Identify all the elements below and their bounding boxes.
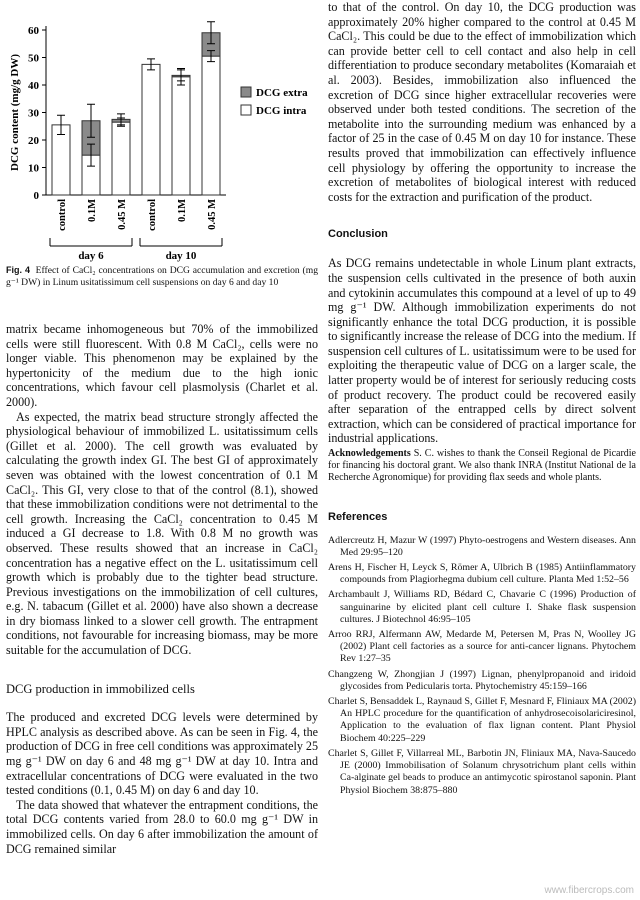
figure-caption-text: Effect of CaCl₂ concentrations on DCG accumulation and excretion (mg g⁻¹ DW) in Linum usitatissimum cell suspensions on day 6 and day 10 — [6, 265, 318, 288]
y-tick-label: 60 — [28, 25, 39, 37]
references-heading: References — [328, 510, 388, 523]
acknowledgements — [328, 448, 636, 485]
legend-label: DCG intra — [256, 105, 307, 117]
left-column — [6, 322, 318, 856]
y-tick-label: 0 — [33, 190, 39, 202]
left-paragraph-4: The data showed that whatever the entrapment conditions, the total DCG contents varied from 28.0 to 60.0 mg g⁻¹ DW in immobilized cells. On day 6 after immobilization the amount of DCG remained similar — [6, 797, 318, 856]
bar-dcg-intra — [202, 56, 220, 195]
acknowledgements-label: Acknowledgements — [328, 448, 411, 460]
reference-item: Adlercreutz H, Mazur W (1997) Phyto-oestrogens and Western diseases. Ann Med 29:95–120 — [328, 534, 636, 558]
figure-label: Fig. 4 — [6, 265, 30, 275]
figure-caption — [6, 265, 318, 288]
reference-list — [328, 535, 636, 797]
watermark: www.fibercrops.com — [544, 885, 634, 896]
reference-item: Charlet S, Bensaddek L, Raynaud S, Gillet F, Mesnard F, Fliniaux MA (2002) An HPLC procedure for the quantification of anhydrosecoisolariciresinol, Application to the evaluation of flax lignan content. Plant Physiol Biochem 40:225–229 — [328, 696, 636, 744]
x-tick-label: 0.1M — [177, 199, 188, 223]
bar-dcg-intra — [172, 77, 190, 195]
conclusion-paragraph: As DCG remains undetectable in whole Linum plant extracts, the suspension cells cultivated in the presence of both auxin and cytokinin accumulates this compound at a level of up to 49 mg g⁻¹ DW. Although immobilization experiments do not significantly enhance the total DCG production, it is possible to significantly increase the release of DCG into the medium. If suspension cell cultures of L. usitatissimum were to be used for exploiting the therapeutic value of DCG on a larger scale, the latter property would be of interest for seriously reducing costs of product recovery. The product could be recovered easily after separation of the entrapped cells by direct solvent extraction, which can be considered of practical importance for industrial applications. — [328, 256, 636, 446]
x-tick-label: 0.1M — [87, 199, 98, 223]
legend-label: DCG extra — [256, 87, 308, 99]
bar-dcg-intra — [142, 64, 160, 195]
left-paragraph-2: As expected, the matrix bead structure strongly affected the physiological behaviour of immobilized L. usitatissimum cells (Gillet et al. 2000). The cell growth was evaluated by calculating the growth index GI. The best GI of approximately seven was obtained with the lowest concentration of 0.1 M CaCl₂. This GI, very close to that of the control (8.1), showed that these immobilization conditions were not detrimental to the cell growth. Increasing the CaCl₂ concentration to 0.45 M induced a GI decrease to 1.8. With 0.8 M no growth was observed. These results showed that an increase in CaCl₂ concentration has a negative effect on the L. usitatissimum cell growth which is probably due to the tighter bead structure. Previous investigations on the immobilization of cell cultures, e.g. N. tabacum (Gillet et al. 2000) have also shown a decrease in dry biomass linked to a slower cell growth. The entrapment conditions, not favourable for increasing biomass, may be more suitable for the accumulation of DCG. — [6, 409, 318, 658]
x-tick-label: 0.45 M — [207, 199, 218, 230]
bar-dcg-intra — [52, 125, 70, 195]
conclusion-heading: Conclusion — [328, 228, 388, 241]
group-label: day 10 — [165, 250, 197, 262]
bar-chart — [0, 0, 320, 262]
reference-item: Archambault J, Williams RD, Bédard C, Chavarie C (1996) Production of sanguinarine by elicited plant cell culture I. Shake flask suspension cultures. J Biotechnol 46:95–105 — [328, 589, 636, 625]
y-tick-label: 30 — [28, 107, 39, 120]
y-tick-label: 40 — [28, 80, 39, 92]
reference-item: Arroo RRJ, Alfermann AW, Medarde M, Petersen M, Pras N, Woolley JG (2002) Plant cell factories as a source for anti-cancer lignans. Phytochem Rev 1:27–35 — [328, 629, 636, 665]
group-label: day 6 — [78, 250, 104, 262]
legend-swatch — [241, 105, 251, 115]
y-tick-label: 20 — [28, 135, 39, 147]
y-tick-label: 10 — [28, 162, 39, 175]
reference-item: Arens H, Fischer H, Leyck S, Römer A, Ulbrich B (1985) Antiinflammatory compounds from Plagiorhegma dubium cell culture. Planta Med 1:52–56 — [328, 562, 636, 586]
reference-item: Changzeng W, Zhongjian J (1997) Lignan, phenylpropanoid and iridoid glycosides from Pedicularis torta. Phytochemistry 45:159–166 — [328, 668, 636, 692]
left-paragraph-1: matrix became inhomogeneous but 70% of the immobilized cells were still fluorescent. With 0.8 M CaCl₂, cells were no longer viable. This phenomenon may be explained by the hypertonicity of the medium due to the high ionic concentrations, which favour cell plasmolysis (Charlet et al. 2000). — [6, 322, 318, 409]
right-paragraph-1: to that of the control. On day 10, the DCG production was approximately 20% higher compared to the control at 0.45 M CaCl₂. This could be due to the effect of immobilization which can provide better cell to cell contact and also help in cell differentiation to produce secondary metabolites (Komaraiah et al. 2003). Besides, immobilization also influenced the excretion of DCG since higher extracellular recoveries were observed under both tested conditions. The secretion of the metabolite into the surrounding medium was enhanced by a factor of 25 in the case of 0.45 M on day 10 for instance. These results proved that immobilization can effectively influence cell physiology by offering the opportunity to increase the excretion of metabolites of biological interest with reduced costs for the extraction and purification of the product. — [328, 0, 636, 204]
y-tick-label: 50 — [28, 52, 39, 65]
subsection-heading: DCG production in immobilized cells — [6, 681, 195, 696]
bar-dcg-intra — [112, 122, 130, 195]
reference-item: Charlet S, Gillet F, Villarreal ML, Barbotin JN, Fliniaux MA, Nava-Saucedo JE (2000) Immobilisation of Solanum chrysotrichum plant cells within Ca-alginate gel beads to produce an antimycotic spirostanol saponin. Plant Physiol Biochem 38:875–880 — [328, 747, 636, 796]
legend-swatch — [241, 87, 251, 97]
y-axis-label: DCG content (mg/g DW) — [9, 53, 21, 172]
acknowledgements-text: S. C. wishes to thank the Conseil Regional de Picardie for financing his doctoral grant. We also thank INRA (Institut National de la Recherche Agronomique) for providing flax seeds and whole plants. — [328, 448, 636, 484]
x-tick-label: control — [147, 199, 158, 231]
left-paragraph-3: The produced and excreted DCG levels were determined by HPLC analysis as described above. As can be seen in Fig. 4, the production of DCG in free cell conditions was approximately 25 mg g⁻¹ DW on day 6 and 48 mg g⁻¹ DW at day 10. Intra and extracellular concentrations of DCG were evaluated in the two tested conditions (0.1, 0.45 M) on day 6 and day 10. — [6, 710, 319, 798]
right-column — [328, 0, 636, 800]
x-tick-label: 0.45 M — [117, 199, 128, 230]
x-tick-label: control — [57, 199, 68, 231]
